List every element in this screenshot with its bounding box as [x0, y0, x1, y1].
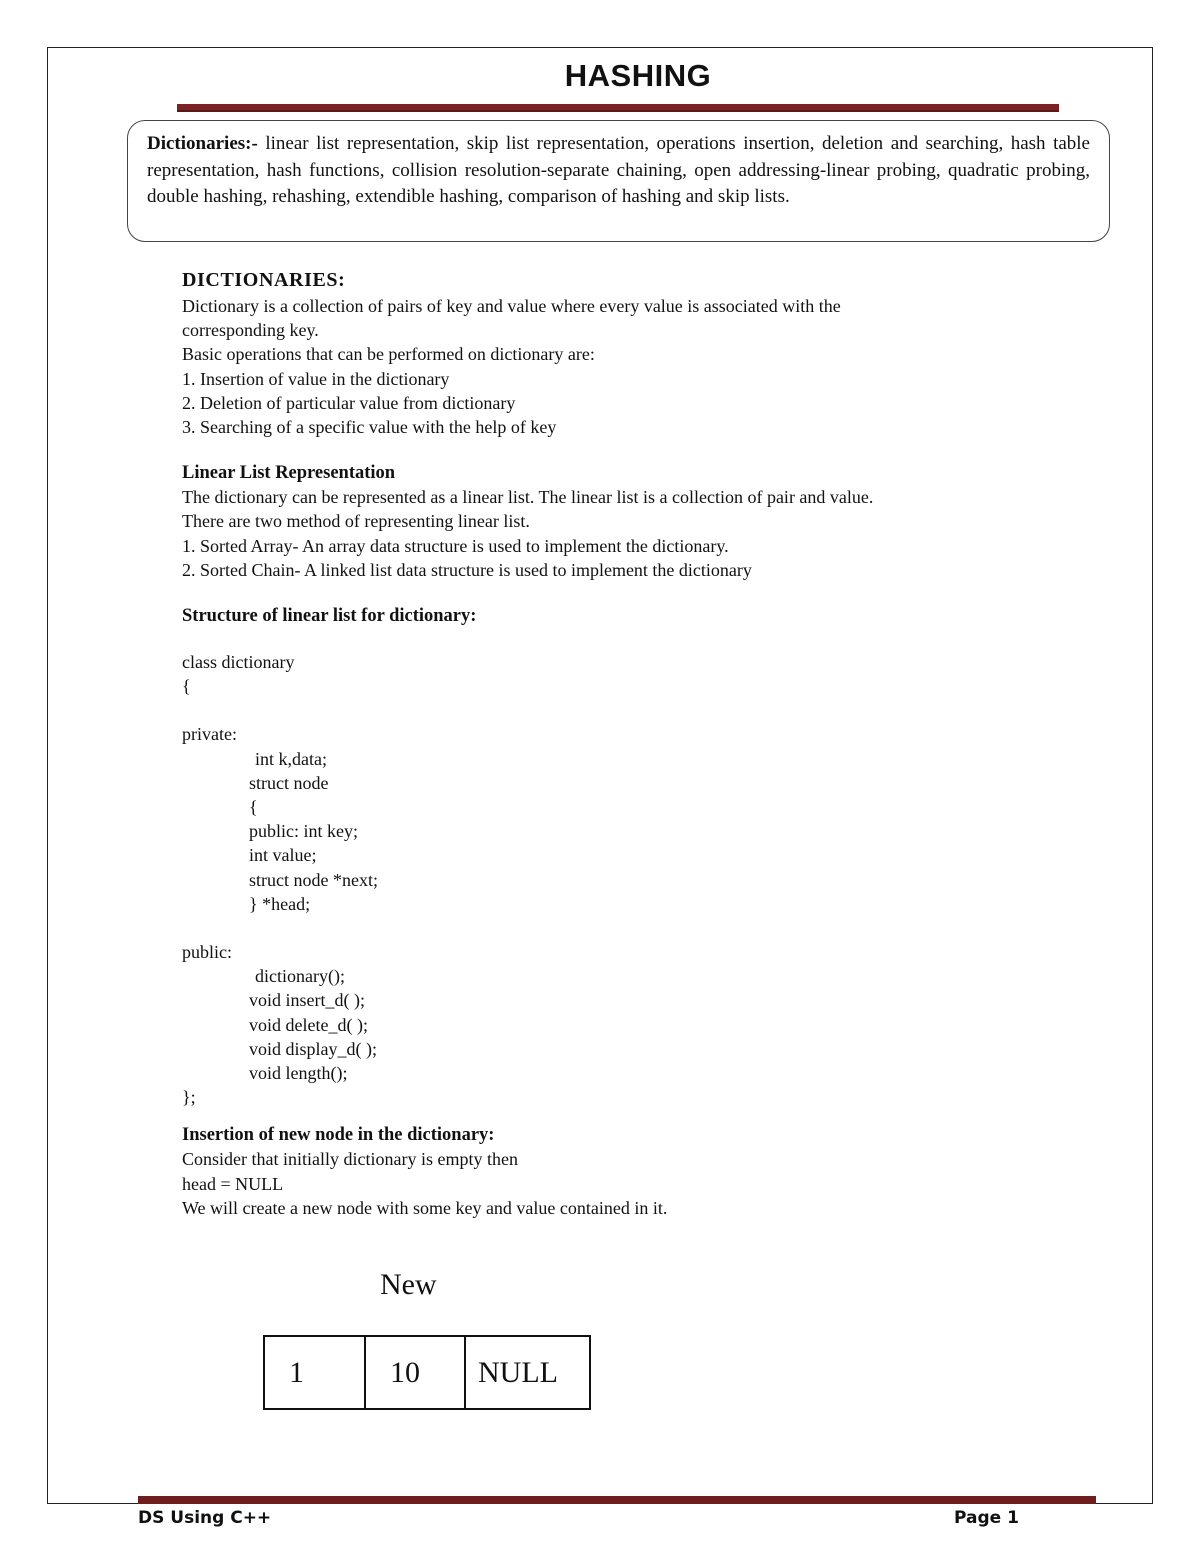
node-next-cell: NULL: [465, 1336, 590, 1409]
linear-list-line: 1. Sorted Array- An array data structure is used to implement the dictionary.: [182, 535, 729, 556]
footer-course: DS Using C++: [138, 1508, 272, 1528]
linear-list-heading: Linear List Representation: [182, 463, 396, 484]
insertion-line: Consider that initially dictionary is empty then: [182, 1149, 518, 1170]
code-line: } *head;: [249, 893, 311, 914]
syllabus-label: Dictionaries:-: [147, 133, 258, 154]
node-diagram: [263, 1335, 591, 1410]
linear-list-line: The dictionary can be represented as a linear list. The linear list is a collection of pair and value.: [182, 487, 874, 508]
code-line: struct node: [249, 772, 329, 793]
dictionaries-line: 3. Searching of a specific value with the help of key: [182, 417, 557, 438]
code-block: [182, 650, 1112, 1109]
linear-list-line: There are two method of representing linear list.: [182, 511, 530, 532]
code-class-line: class dictionary: [182, 652, 295, 673]
linear-list-line: 2. Sorted Chain- A linked list data structure is used to implement the dictionary: [182, 559, 752, 580]
dictionaries-line: Basic operations that can be performed on dictionary are:: [182, 344, 595, 365]
dictionaries-line: Dictionary is a collection of pairs of key and value where every value is associated with the: [182, 296, 841, 316]
code-line: dictionary();: [255, 966, 345, 987]
insertion-line: head = NULL: [182, 1173, 284, 1194]
code-line: struct node *next;: [249, 869, 378, 890]
code-close: };: [182, 1087, 196, 1108]
dictionaries-line: 2. Deletion of particular value from dictionary: [182, 392, 516, 413]
code-line: void length();: [249, 1063, 348, 1084]
structure-heading: Structure of linear list for dictionary:: [182, 606, 477, 627]
code-line: int k,data;: [255, 748, 327, 769]
code-private-label: private:: [182, 724, 237, 745]
insertion-heading: Insertion of new node in the dictionary:: [182, 1125, 495, 1146]
dictionaries-heading: DICTIONARIES:: [182, 269, 346, 291]
title-rule: [177, 104, 1059, 112]
footer-page-number: Page 1: [954, 1508, 1019, 1528]
code-public-label: public:: [182, 942, 232, 963]
diagram-new-label: New: [380, 1268, 437, 1301]
code-line: {: [249, 797, 258, 818]
code-line: void delete_d( );: [249, 1014, 368, 1035]
main-content: [182, 266, 1112, 1220]
node-value-cell: 10: [365, 1336, 465, 1409]
code-line: public: int key;: [249, 821, 358, 842]
code-line: void insert_d( );: [249, 990, 365, 1011]
syllabus-box: [127, 120, 1110, 242]
footer-rule: [138, 1496, 1096, 1504]
code-line: void display_d( );: [249, 1038, 377, 1059]
node-key-cell: 1: [264, 1336, 365, 1409]
code-open-brace: {: [182, 676, 191, 697]
page-title: HASHING: [564, 58, 712, 93]
syllabus-text: linear list representation, skip list representation, operations insertion, deletion and searching, hash table representation, hash functions, collision resolution-separate chaining, open addressing-linear probing, quadratic probing, double hashing, rehashing, extendible hashing, comparison of hashing and skip lists.: [147, 133, 1090, 207]
code-line: int value;: [249, 845, 317, 866]
dictionaries-line: corresponding key.: [182, 320, 319, 341]
dictionaries-line: 1. Insertion of value in the dictionary: [182, 368, 450, 389]
insertion-line: We will create a new node with some key and value contained in it.: [182, 1197, 668, 1218]
node-row: [264, 1336, 590, 1409]
